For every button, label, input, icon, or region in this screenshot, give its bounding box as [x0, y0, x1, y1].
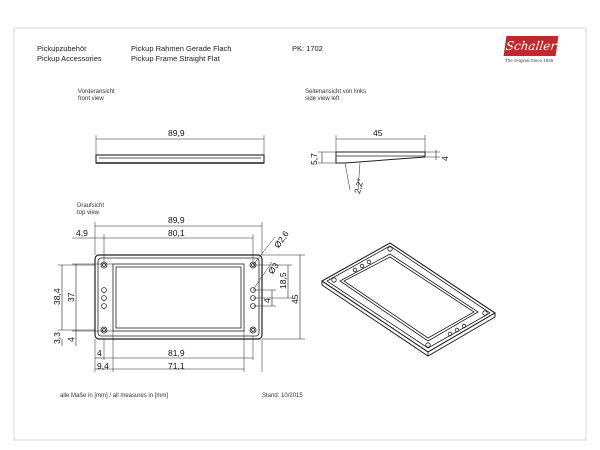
dim-hole-diameter-small: Ø3	[266, 260, 281, 276]
units-note: alle Maße in [mm] / all measures in [mm]	[60, 393, 169, 399]
dim-height-45: 45	[290, 294, 300, 304]
side-view-drawing	[318, 135, 440, 190]
dim-left-4: 4	[66, 337, 76, 342]
side-view-label-en: side view left	[305, 96, 340, 102]
dim-bottom-9-4: 9,4	[97, 361, 109, 371]
dim-side-height-tall: 5,7	[309, 153, 319, 165]
dim-bottom-71-1: 71,1	[168, 361, 185, 371]
brand-tagline: The Original Since 1945	[505, 58, 554, 63]
product-de: Pickup Rahmen Gerade Flach	[131, 44, 232, 53]
top-view-label-de: Draufsicht	[77, 203, 105, 209]
dim-height-3-3: 3,3	[52, 332, 62, 344]
dim-front-width: 89,9	[168, 128, 185, 138]
side-view-label-de: Seitenansicht von links	[305, 89, 367, 95]
top-view-label-en: top view	[77, 210, 100, 216]
dim-height-18-5: 18,5	[278, 272, 288, 289]
dim-top-width: 89,9	[168, 215, 185, 225]
revision-date: Stand: 10/2015	[262, 393, 303, 399]
dim-height-37: 37	[66, 292, 76, 302]
dim-top-offset: 4,9	[76, 228, 88, 238]
front-view-drawing	[96, 135, 264, 163]
dim-bottom-4: 4	[97, 348, 102, 358]
dim-height-38-4: 38,4	[52, 288, 62, 305]
dim-side-height-short: 4	[440, 156, 450, 161]
category-en: Pickup Accessories	[37, 54, 102, 63]
dim-top-inner-width: 80,1	[168, 228, 185, 238]
dim-side-length: 45	[373, 128, 383, 138]
part-number: PK: 1702	[292, 44, 323, 53]
dim-hole-diameter-large: Ø2,6	[272, 228, 291, 250]
dim-right-4: 4	[262, 298, 272, 303]
dim-bottom-81-9: 81,9	[168, 348, 185, 358]
isometric-view-drawing	[322, 243, 495, 356]
front-view-label-en: front view	[78, 96, 104, 102]
category-de: Pickupzubehör	[37, 44, 87, 53]
front-view-label-de: Vorderansicht	[78, 89, 115, 95]
brand-wordmark: Schaller	[504, 36, 559, 56]
dim-side-angle: 2,2°	[352, 177, 366, 195]
sheet-border	[14, 28, 586, 440]
product-en: Pickup Frame Straight Flat	[131, 54, 220, 63]
